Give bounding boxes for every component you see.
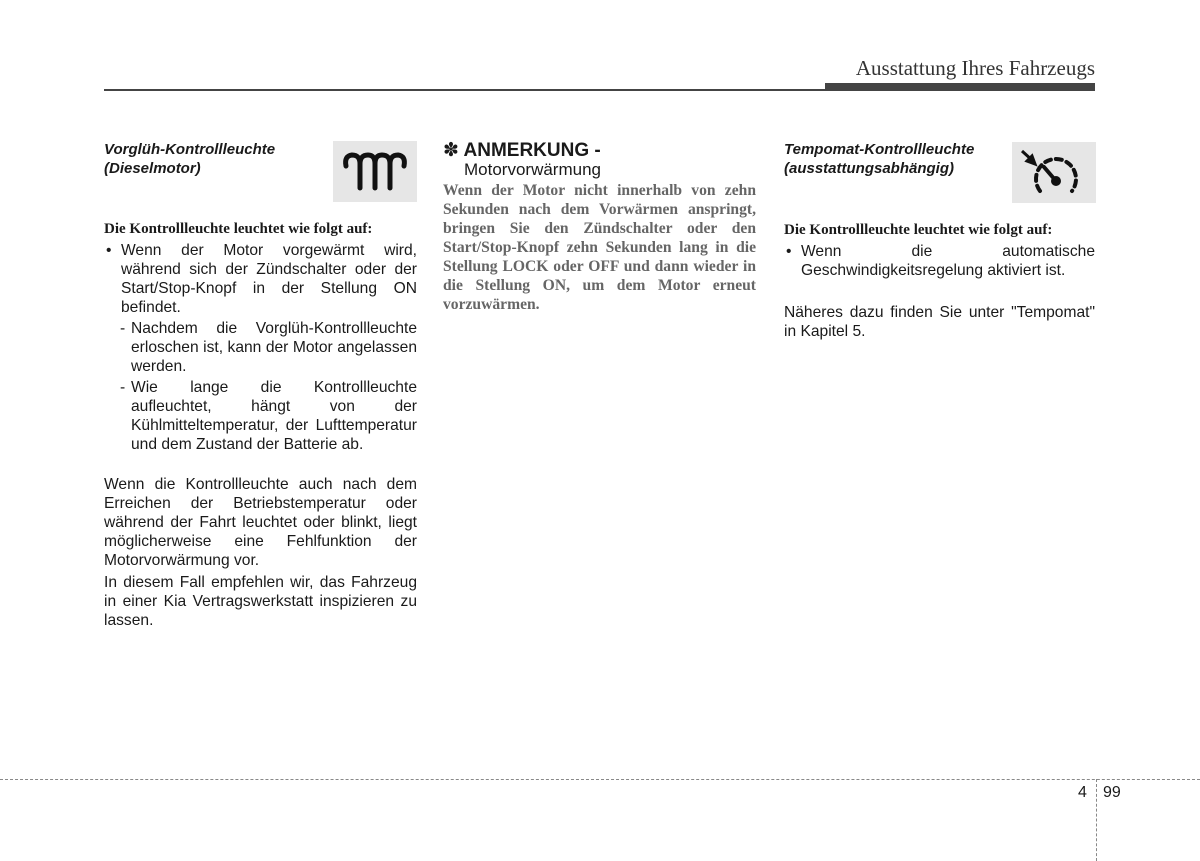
paragraph: Näheres dazu finden Sie unter "Tempomat" in Kapitel 5. [784, 304, 1095, 340]
glow-plug-icon [340, 150, 410, 194]
bullet-dot: • [786, 243, 792, 260]
header-rule-accent [825, 83, 1095, 90]
paragraph: Wenn die Kontrollleuchte auch nach dem Erreichen der Betriebstemperatur oder während der Fahrt leuchtet oder blinkt, liegt möglicherweise eine Fehlfunktion der Motorvorwärmung vor. [104, 476, 417, 569]
cruise-heading: Tempomat-Kontrollleuchte (ausstattungsabhängig) [784, 141, 975, 177]
glow-plug-heading: Vorglüh-Kontrollleuchte (Dieselmotor) [104, 141, 276, 177]
column-cruise [784, 140, 1095, 341]
page-number: 99 [1103, 784, 1121, 801]
chapter-number: 4 [1078, 784, 1087, 801]
footer-separator [1096, 779, 1097, 861]
note-symbol: ✽ [443, 140, 459, 161]
cruise-icon-box [1012, 142, 1096, 203]
glow-plug-icon-box [333, 141, 417, 202]
cruise-lead: Die Kontrollleuchte leuchtet wie folgt auf: [784, 222, 1053, 238]
bullet-dot: • [106, 242, 112, 259]
note-subtitle: Motorvorwärmung [464, 160, 601, 179]
list-item: • Wenn die automatische Geschwindigkeitsregelung aktiviert ist. [786, 243, 1095, 279]
column-note [443, 140, 756, 314]
list-item: - Nachdem die Vorglüh-Kontrollleuchte erloschen ist, kann der Motor angelassen werden. [120, 320, 417, 375]
column-glow-plug [104, 140, 417, 630]
footer-divider [0, 779, 1200, 780]
note-heading: ✽ ANMERKUNG - [443, 140, 601, 161]
running-header-title: Ausstattung Ihres Fahrzeugs [855, 56, 1095, 80]
list-item: • Wenn der Motor vorgewärmt wird, während sich der Zündschalter oder der Start/Stop-Knopf in der Stellung ON befindet. [106, 242, 417, 316]
glow-plug-lead: Die Kontrollleuchte leuchtet wie folgt auf: [104, 221, 373, 237]
cruise-control-icon [1018, 147, 1090, 199]
paragraph: In diesem Fall empfehlen wir, das Fahrzeug in einer Kia Vertragswerkstatt inspizieren zu lassen. [104, 574, 417, 629]
list-item: - Wie lange die Kontrollleuchte aufleuchtet, hängt von der Kühlmitteltemperatur, der Lufttemperatur und dem Zustand der Batterie ab. [120, 379, 417, 453]
note-body: Wenn der Motor nicht innerhalb von zehn Sekunden nach dem Vorwärmen anspringt, bringen Sie den Zündschalter oder den Start/Stop-Knopf zehn Sekunden lang in die Stellung LOCK oder OFF und dann wieder in die Stellung ON, um dem Motor erneut vorzuwärmen. [443, 182, 756, 313]
